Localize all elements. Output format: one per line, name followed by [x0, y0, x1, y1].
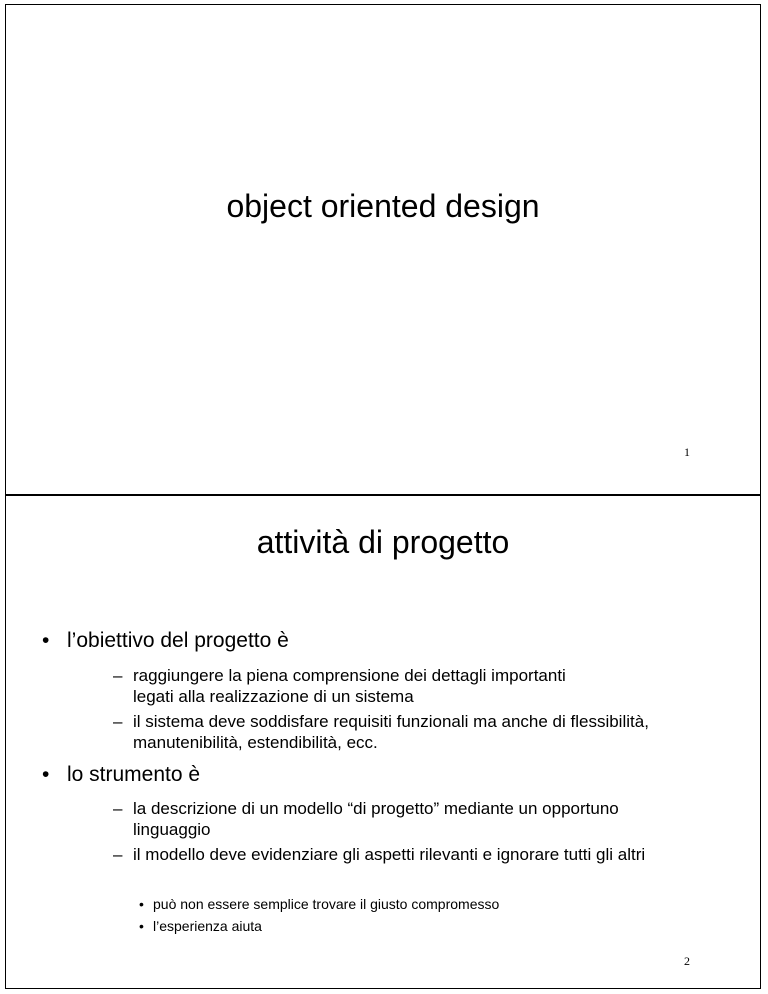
slide-title: attività di progetto — [256, 524, 510, 560]
slide-2 — [5, 495, 761, 989]
bullet-item — [42, 762, 200, 788]
sub-sub-bullet-text: l’esperienza aiuta — [153, 918, 262, 934]
sub-bullet-text: raggiungere la piena comprensione dei dettagli importanti legati alla realizzazione di un sistema — [133, 666, 566, 706]
sub-bullet-item — [113, 798, 658, 840]
sub-bullet-item — [113, 844, 733, 865]
sub-bullet-item — [113, 711, 693, 753]
bullet-dot-icon: • — [139, 918, 144, 934]
dash-icon: – — [113, 666, 123, 685]
sub-bullet-text: la descrizione di un modello “di progetto” mediante un opportuno linguaggio — [133, 799, 619, 839]
sub-sub-bullet-item — [139, 917, 262, 935]
sub-bullet-text: il sistema deve soddisfare requisiti funzionali ma anche di flessibilità, manutenibilità, estendibilità, ecc. — [133, 712, 649, 752]
dash-icon: – — [113, 799, 123, 818]
dash-icon: – — [113, 845, 123, 864]
page-number: 1 — [684, 445, 690, 459]
bullet-text: lo strumento è — [67, 763, 201, 786]
dash-icon: – — [113, 712, 123, 731]
sub-bullet-item — [113, 665, 603, 707]
slide-title: object oriented design — [226, 188, 540, 224]
page-number: 2 — [684, 954, 690, 968]
bullet-text: l’obiettivo del progetto è — [67, 629, 289, 652]
sub-bullet-text: il modello deve evidenziare gli aspetti rilevanti e ignorare tutti gli altri — [133, 845, 646, 864]
bullet-dot-icon: • — [42, 763, 50, 786]
bullet-dot-icon: • — [139, 896, 144, 912]
slide-1 — [5, 4, 761, 495]
sub-sub-bullet-item — [139, 895, 500, 913]
bullet-item — [42, 628, 289, 654]
bullet-dot-icon: • — [42, 629, 50, 652]
sub-sub-bullet-text: può non essere semplice trovare il giusto compromesso — [153, 896, 500, 912]
